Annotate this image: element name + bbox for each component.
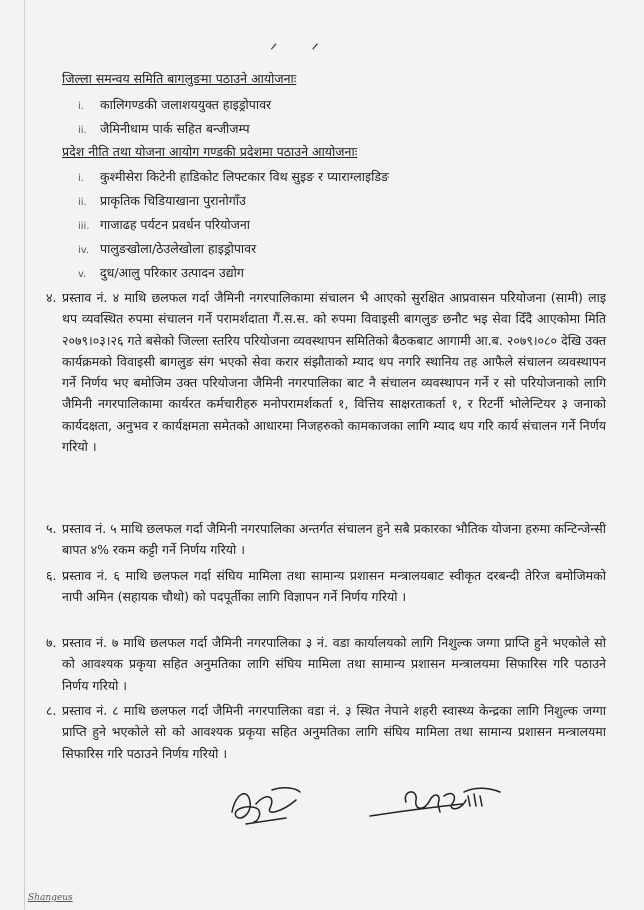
proposal-4	[46, 287, 606, 457]
section2-item	[78, 264, 244, 281]
section2-item	[78, 240, 256, 257]
proposal-number: ४.	[46, 290, 57, 305]
proposal-text: प्रस्ताव नं. ७ माथि छलफल गर्दा जैमिनी नगरपालिका ३ नं. वडा कार्यालयको लागि निशुल्क जग्गा प्राप्ति हुने भएकोले सो को आवश्यक प्रकृया सहित अनुमतिका लागि संघिय मामिला तथा सामान्य प्रशासन मन्त्रालयमा सिफारिस गरि पठाउने निर्णय गरियो ।	[62, 635, 606, 693]
bottom-stamp: Shangeus	[28, 893, 73, 903]
proposal-number: ७.	[46, 635, 57, 650]
proposal-text: प्रस्ताव नं. ४ माथि छलफल गर्दा जैमिनी नगरपालिकामा संचालन भै आएको सुरक्षित आप्रवासन परियोजना (सामी) लाइ थप व्यवस्थित रुपमा संचालन गर्ने परामर्शदाता गैं.स.स. को रुपमा विवाइसी बागलुङ छनौट भइ सेवा दिँदै आएकोमा मिति २०७९।०३।२६ गते बसेको जिल्ला स्तरिय परियोजना व्यवस्थापन समितिको बैठकबाट आगामी आ.ब. २०७९।०८० देखि उक्त कार्यक्रमको विवाइसी बागलुङ संग भएको सेवा करार संझौताको म्याद थप नगरि स्थानिय तह आफैले संचालन व्यवस्थापन गर्ने निर्णय भए बमोजिम उक्त परियोजना जैमिनी नगरपालिका बाट नै संचालन व्यवस्थापन गर्ने र सो परियोजनाको लागि जैमिनी नगरपालिकामा कार्यरत कर्मचारीहरु मनोपरामर्शकर्ता १, वित्तिय साक्षरताकर्ता १, र रिटर्नी भोलेन्टियर ३ जनाको कार्यदक्षता, अनुभव र कार्यक्षमता समेतको आधारमा निजहरुको कामकाजका लागि म्याद थप गरि कार्य संचालन गर्ने निर्णय गरियो ।	[62, 290, 606, 455]
proposal-text: प्रस्ताव नं. ६ माथि छलफल गर्दा संघिय मामिला तथा सामान्य प्रशासन मन्त्रालयबाट स्वीकृत दरबन्दी तेरिज बमोजिमको नापी अमिन (सहायक चौथो) को पदपूर्तीका लागि विज्ञापन गर्ने निर्णय गरियो ।	[62, 568, 606, 605]
item-number: ii.	[78, 197, 87, 208]
signature-right	[366, 782, 506, 830]
item-text: प्राकृतिक चिडियाखाना पुरानोगाँउ	[100, 193, 246, 208]
section2-item	[78, 216, 250, 233]
item-text: कालिगण्डकी जलाशययुक्त हाइड्रोपावर	[100, 97, 272, 112]
proposal-5	[46, 518, 606, 561]
proposal-8	[46, 700, 606, 764]
proposal-text: प्रस्ताव नं. ८ माथि छलफल गर्दा जैमिनी नगरपालिका वडा नं. ३ स्थित नेपाने शहरी स्वास्थ्य केन्द्रका लागि निशुल्क जग्गा प्राप्ति हुने भएकोले सो को आवश्यक प्रकृया सहित अनुमतिका लागि संघिय मामिला तथा सामान्य प्रशासन मन्त्रालयमा सिफारिस गरि पठाउने निर्णय गरियो ।	[62, 703, 606, 761]
item-number: iii.	[78, 221, 90, 232]
handwritten-tick-marks: ᐟ ᐟ	[270, 40, 333, 61]
section1-heading: जिल्ला समन्वय समिति बागलुङमा पठाउने आयोजनाः	[62, 71, 297, 86]
proposal-number: ५.	[46, 521, 57, 536]
binding-margin-line	[24, 0, 25, 910]
item-text: कुश्मीसेरा किटेनी हाडिकोट लिफ्टकार विथ सुइङ र प्याराग्लाइडिङ	[100, 169, 389, 184]
item-number: v.	[78, 269, 87, 280]
proposal-text: प्रस्ताव नं. ५ माथि छलफल गर्दा जैमिनी नगरपालिका अन्तर्गत संचालन हुने सबै प्रकारका भौतिक योजना हरुमा कन्टिन्जेन्सी बापत ४% रकम कट्टी गर्ने निर्णय गरियो ।	[62, 521, 606, 558]
item-number: i.	[78, 173, 84, 184]
section1-item	[78, 96, 271, 113]
item-text: जैमिनीधाम पार्क सहित बन्जीजम्प	[100, 121, 250, 136]
proposal-6	[46, 565, 606, 608]
item-text: गाजाढह पर्यटन प्रवर्धन परियोजना	[100, 217, 251, 232]
proposal-number: ६.	[46, 568, 57, 583]
section2-item	[78, 192, 246, 209]
item-text: दुध/आलु परिकार उत्पादन उद्योग	[100, 265, 244, 280]
section1-item	[78, 120, 250, 137]
signature-left	[226, 782, 306, 830]
item-number: iv.	[78, 245, 90, 256]
section2-heading: प्रदेश नीति तथा योजना आयोग गण्डकी प्रदेशमा पठाउने आयोजनाः	[62, 144, 358, 159]
proposal-number: ८.	[46, 703, 57, 718]
section2-item	[78, 168, 389, 185]
item-number: ii.	[78, 125, 87, 136]
item-text: पालुङखोला/ठेउलेखोला हाइड्रोपावर	[100, 241, 257, 256]
item-number: i.	[78, 101, 84, 112]
proposal-7	[46, 632, 606, 696]
